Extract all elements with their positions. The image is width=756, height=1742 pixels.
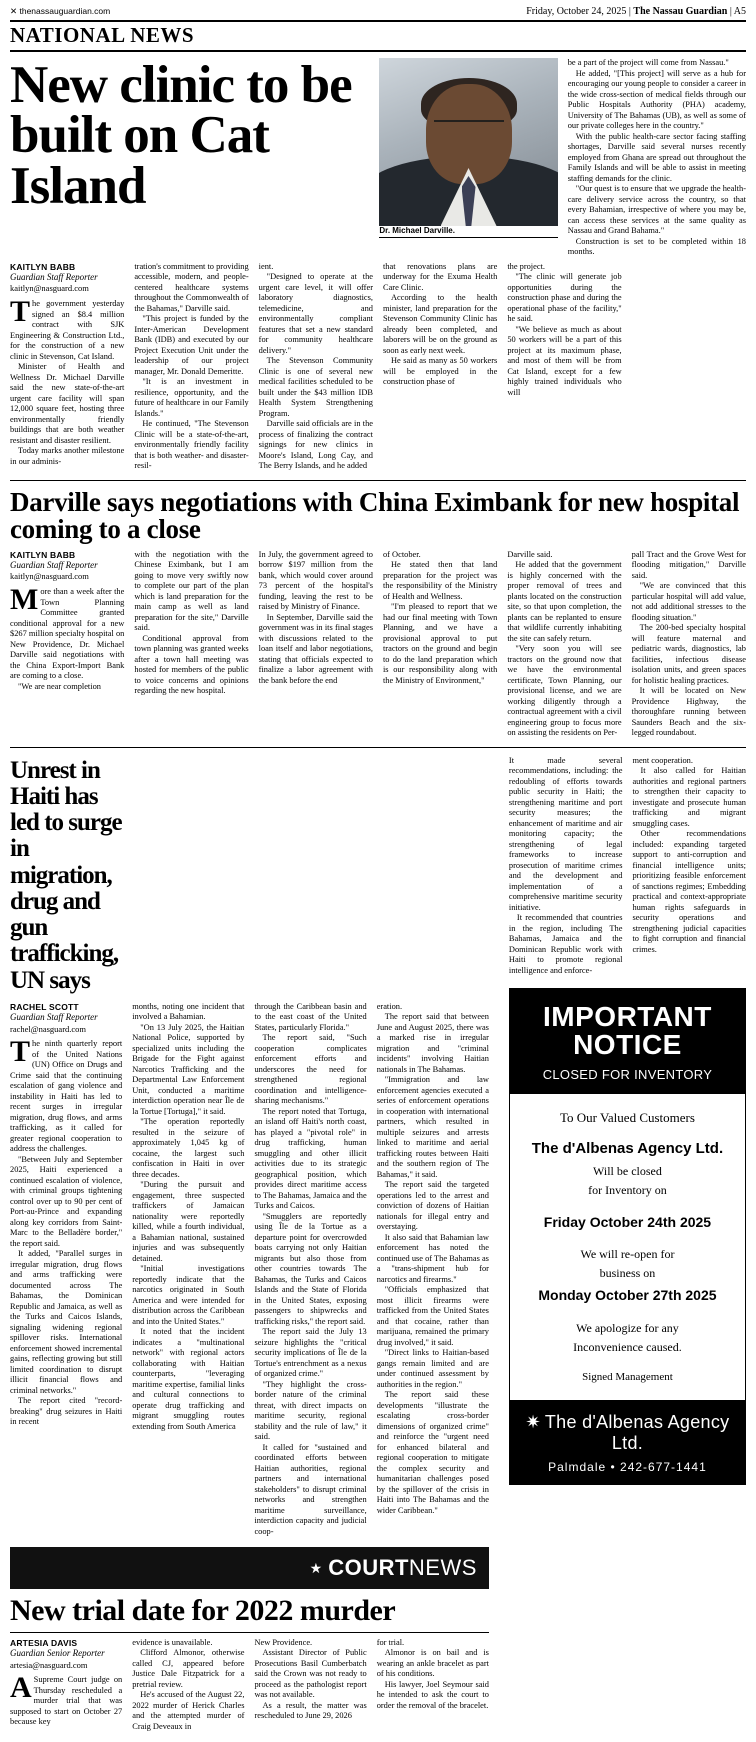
story2-column-5 (507, 550, 621, 739)
paragraph: evidence is unavailable. (132, 1637, 213, 1647)
byline-email: kaitlyn@nasguard.com (10, 283, 89, 294)
ad-signature: Signed Management (582, 1371, 673, 1384)
byline-email: artesia@nasguard.com (10, 1659, 88, 1670)
byline-role: Guardian Staff Reporter (10, 272, 98, 283)
byline (10, 550, 124, 583)
paragraph: pall Tract and the Grove West for flooding mitigation," Darville said. (631, 549, 746, 580)
paragraph: ient. (258, 261, 274, 271)
paragraph: It added, "Parallel surges in irregular migration, drug flows and arms trafficking were documented across The Bahamas, the Dominican Republic and Jamaica, as well as the Turks and Caicos Islands, signaling widening regional spillover risks. International enforcement showed incremental gains, reflecting growing but still limited coordination to disrupt illicit financial flows and criminal networks." (10, 1249, 123, 1395)
story-haiti-unrest (10, 756, 489, 1538)
paragraph: It called for "sustained and coordinated efforts between Haitian authorities, regional partners and international stakeholders" to disrupt criminal networks and strengthen maritime surveillance, interdiction capacity and judicial coop- (254, 1442, 367, 1536)
story3-and-ad-row (10, 756, 746, 1538)
paragraph: that renovations plans are underway for the Exuma Health Care Clinic. (382, 261, 498, 292)
dateline-date: Friday, October 24, 2025 | (526, 6, 631, 17)
byline-author: KAITLYN BABB (10, 549, 76, 560)
story-headline: New trial date for 2022 murder (10, 1594, 396, 1628)
story1-column-2 (134, 262, 248, 472)
paragraph: "We believe as much as about 50 workers will be a part of this project at its maximum phase, and most of them will be from Cat Island, except for a few highly trained individuals who will (507, 324, 622, 397)
section-title: NATIONAL NEWS (10, 20, 746, 52)
paragraph: The ninth quarterly report of the United Nations (UN) Office on Drugs and Crime said that the continuing escalation of gang violence and instability in Haiti has led to recent surges in irregular migration, drug flows, and arms trafficking, as it called for greater regional cooperation to address the challenges. (10, 1035, 123, 1154)
ad-logo-block (510, 1400, 745, 1484)
paragraph: Other recommendations included: expanding targeted support to anti-corruption and financial intelligence units; prioritizing feasible enforcement of sanctions regimes; Embedding practical and context-appropriate human rights safeguards in security operations and strengthening judicial capacities to fight corruption and financial crimes. (632, 829, 746, 954)
paragraph: ment cooperation. (632, 755, 693, 765)
story4-column-2 (132, 1638, 244, 1733)
paragraph: The report said these developments "illustrate the escalating cross-border dimensions of organized crime" and reinforce the "urgent need for enhanced bilateral and regional cooperation to mitigate the complex security and humanitarian challenges posed by the spillover of the crisis in Haiti into The Bahamas and the wider Caribbean." (376, 1390, 489, 1515)
paragraph: the project. (507, 261, 545, 271)
ad-notice-line1: IMPORTANT (543, 1001, 712, 1033)
ad-reopen-date: Monday October 27th 2025 (538, 1286, 717, 1303)
sunburst-icon: ✷ (525, 1412, 541, 1433)
paragraph: He added that the government is highly concerned with the proper removal of trees and plants located on the construction site, so that upon completion, the plants can be replanted to ensure that wildlife currently inhabiting the site can safely return. (507, 560, 622, 643)
star-icon: ★ (309, 1560, 323, 1577)
story-china-eximbank (10, 486, 746, 748)
court-news-banner (10, 1547, 489, 1589)
page-topbar (10, 6, 746, 20)
story2-column-6 (632, 550, 746, 739)
paragraph: He added, "[This project] will serve as a hub for encouraging our young people to consider a career in the wide cross-section of medical fields through our Public Hospitals Authority (PHA) academy, University of The Bahamas (UB), as well as some of our private colleges here in the country." (567, 68, 746, 130)
paragraph: With the public health-care sector facing staffing shortages, Darville said several nurses recently employed from Ghana are spread out throughout the Family Islands and will be able to assist in meeting staffing demands for the clinic. (567, 131, 746, 183)
paragraph: It will be located on New Providence Highway, the thoroughfare running between Saunders Beach and the six-legged roundabout. (631, 686, 746, 738)
page-title: New clinic to be built on Cat Island (10, 56, 352, 215)
story3-right-columns (509, 756, 746, 1538)
paragraph: He continued, "The Stevenson Clinic will be a state-of-the-art, environmentally friendly facility that is both weather- and disaster-resil- (134, 419, 249, 470)
paragraph: Today marks another milestone in our adminis- (10, 446, 125, 466)
byline-email: kaitlyn@nasguard.com (10, 571, 89, 582)
court-news-row (10, 1543, 746, 1732)
paper-name: The Nassau Guardian (633, 6, 728, 17)
paragraph: The report said, "Such cooperation complicates enforcement efforts and underscores the need for strengthened regional coordination and intelligence-sharing mechanisms." (254, 1033, 367, 1106)
paragraph: As a result, the matter was rescheduled to June 29, 2026 (254, 1700, 367, 1721)
story1-column-6-top (568, 58, 746, 258)
paragraph: "I'm pleased to report that we had our final meeting with Town Planning, and we have a provisional approval to put tractors on the ground and begin to do the land preparation which is our responsibility along with the Ministry of Environment," (382, 602, 498, 685)
paragraph: Darville said officials are in the process of finalizing the contract signings for new clinics in Moore's Island, Long Cay, and The Berry Islands, and he added (258, 419, 373, 470)
paragraph: "This project is funded by the Inter-American Development Bank (IDB) and executed by our Project Execution Unit under the leadership of our project manager, Mr. Donald Demeritte. (134, 314, 249, 376)
story4-column-4 (377, 1638, 489, 1733)
page-dateline (526, 6, 746, 17)
ad-line-9: Inconvenience caused. (573, 1339, 682, 1354)
paragraph: He said as many as 50 workers will be employed in the construction phase of (382, 356, 498, 386)
byline-email: rachel@nasguard.com (10, 1023, 87, 1034)
court-label-light: NEWS (408, 1555, 477, 1581)
story4-column-3 (254, 1638, 366, 1733)
photo-caption: Dr. Michael Darville. (379, 226, 557, 238)
paragraph: "Between July and September 2025, Haiti experienced a continued escalation of violence, with criminal groups tightening control over up to 90 per cent of Port-au-Prince and expanding along key corridors from Saint-Marc to the Belladère border," the report said. (10, 1154, 123, 1248)
paragraph: "Very soon you will see tractors on the ground now that we have the environmental certificate, Town Planning, our provisional license, and we are working diligently through a contractual agreement with a civil engineering group to focus more on assisting the residents on Per- (507, 644, 622, 738)
story3-column-3 (254, 1002, 366, 1538)
ad-notice-line2: NOTICE (573, 1029, 682, 1061)
paragraph: "They highlight the cross-border nature of the criminal threat, with direct impacts on maritime security, regional stability and the rule of law," it said. (254, 1379, 367, 1442)
advertisement-dalbenas (509, 988, 746, 1485)
paragraph: months, noting one incident that involved a Bahamian. (132, 1001, 245, 1022)
paragraph: The Stevenson Community Clinic is one of several new medical facilities scheduled to be built under the $43 million IDB Health System Strengthening Program. (258, 356, 373, 418)
paragraph: Darville said. (507, 549, 553, 559)
paragraph: Almonor is on bail and is wearing an ankle bracelet as part of his conditions. (376, 1648, 489, 1679)
paragraph: Clifford Almonor, otherwise called CJ, appeared before Justice Dale Fitzpatrick for a pretrial review. (132, 1648, 245, 1689)
paragraph: "The clinic will generate job opportunities during the construction phase and during the operational phase of the facility," he said. (507, 272, 622, 323)
byline-author: RACHEL SCOTT (10, 1001, 79, 1012)
paragraph: The report said that between June and August 2025, there was a marked rise in irregular migration and "criminal incidents" involving Haitian nationals in The Bahamas. (376, 1012, 489, 1074)
story4-column-1 (10, 1638, 122, 1733)
paragraph: ASupreme Court judge on Thursday rescheduled a murder trial that was supposed to start on October 27 because key (10, 1671, 123, 1727)
ad-body (510, 1094, 745, 1400)
paragraph: It also said that Bahamian law enforcement has noted the continued use of The Bahamas as a "trans-shipment hub for narcotics and firearms." (376, 1232, 489, 1284)
story-headline: Unrest in Haiti has led to surge in migration, drug and gun trafficking, UN says (10, 756, 122, 994)
paragraph: His lawyer, Joel Seymour said he intended to ask the court to order the removal of the bracelet. (376, 1679, 489, 1710)
paragraph: The 200-bed specialty hospital will feature maternal and pediatric wards, diagnostics, lab facilities, infectious disease isolation units, and green spaces for holistic healing practices. (631, 623, 746, 685)
paragraph: He stated then that land preparation for the project was the responsibility of the Ministry of Health and Wellness. (382, 560, 498, 601)
ad-line-3: Will be closed (593, 1164, 662, 1179)
page-number: | A5 (729, 6, 746, 17)
byline-role: Guardian Staff Reporter (10, 1012, 98, 1023)
paragraph: "Initial investigations reportedly indicate that the narcotics originated in South America and were intended for distribution across the Caribbean and into the United States." (132, 1264, 245, 1326)
story3-column-2 (132, 1002, 244, 1538)
story3-column-5 (509, 756, 623, 977)
paragraph: It made several recommendations, including: the redoubling of efforts towards public security in Haiti; the strengthening maritime and port security measures; the enhancement of maritime and air monitoring capacity; the strengthening of legal frameworks to increase prosecution of maritime crimes and the development and implementation of a comprehensive maritime security initiative. (508, 755, 623, 912)
paragraph: "Officials emphasized that most illicit firearms were trafficked from the United States and that cocaine, rather than marijuana, remained the primary drug involved," it said. (376, 1285, 489, 1347)
paragraph: The government yesterday signed an $8.4 million contract with SJK Engineering & Construction Ltd., for the construction of a new clinic in Stevenson, Cat Island. (10, 295, 125, 361)
byline (10, 1002, 122, 1035)
paragraph: tration's commitment to providing accessible, modern, and people-centered healthcare systems throughout the Commonwealth of the Bahamas," Darville said. (134, 261, 249, 313)
paragraph: Minister of Health and Wellness Dr. Michael Darville said the new state-of-the-art urgent care facility will span 12,000 square feet, hosting three environmentally friendly buildings that are both weather resistant and disaster resilient. (10, 362, 125, 445)
story3-column-4 (377, 1002, 489, 1538)
ad-line-1: To Our Valued Customers (559, 1110, 695, 1126)
paragraph: through the Caribbean basin and to the east coast of the United States, particularly Florida." (254, 1001, 367, 1032)
paragraph: It noted that the incident indicates a "multinational network" with regional actors collaborating with Haitian counterparts, "leveraging maritime expertise, familial links and cultural connections to operate drug trafficking and migrant smuggling routes extending from South America (132, 1327, 245, 1431)
paragraph: Assistant Director of Public Prosecutions Basil Cumberbatch said the Crown was not ready to proceed as the pathologist report was not available. (254, 1648, 367, 1700)
paragraph: It also called for Haitian authorities and regional partners to strengthen their capacity to investigate and prosecute human trafficking and migrant smuggling cases. (632, 766, 746, 828)
ad-company-name: The d'Albenas Agency Ltd. (531, 1140, 724, 1158)
paragraph: with the negotiation with the Chinese Eximbank, but I am going to move very swiftly now to complete our part of the plan which is land preparation for the main camp as well as land preparation for the site," Darville said. (134, 549, 249, 633)
ad-closed-date: Friday October 24th 2025 (543, 1213, 712, 1230)
story3-column-6 (632, 756, 746, 977)
story-new-clinic (10, 58, 746, 481)
paragraph: The report said the targeted operations led to the arrest and conviction of dozens of Haitian nationals for illegal entry and overstaying. (376, 1180, 489, 1232)
paragraph: "On 13 July 2025, the Haitian National Police, supported by specialized units including the Brigade for the Fight against Narcotics Trafficking and the Departmental Law Enforcement Unit, conducted a maritime interdiction operation near Île de la Tortue [Tortuga]," it said. (132, 1022, 245, 1116)
paragraph: "We are convinced that this particular hospital will add value, not add additional stresses to the flooding situation." (631, 581, 746, 622)
paragraph: "Direct links to Haitian-based gangs remain limited and are under continued assessment by authorities in the region." (376, 1348, 489, 1389)
paragraph: of October. (382, 549, 421, 559)
paragraph: Construction is set to be completed within 18 months. (567, 236, 746, 256)
ad-logo-phone: Palmdale • 242-677-1441 (548, 1460, 707, 1475)
story2-column-3 (259, 550, 373, 739)
ad-notice-header (510, 989, 745, 1094)
story1-column-5 (507, 262, 621, 472)
ad-logo-name: The d'Albenas Agency Ltd. (544, 1412, 730, 1454)
paragraph: eration. (376, 1001, 403, 1011)
byline (10, 262, 124, 295)
ad-line-8: We apologize for any (576, 1321, 679, 1336)
story2-column-2 (134, 550, 248, 739)
paragraph: be a part of the project will come from Nassau." (567, 58, 729, 67)
paragraph: for trial. (376, 1637, 405, 1647)
byline-role: Guardian Senior Reporter (10, 1648, 105, 1659)
paragraph: The report cited "record-breaking" drug seizures in Haiti in recent (10, 1396, 123, 1427)
paragraph: Conditional approval from town planning was granted weeks after a town hall meeting was hosted for members of the public to voice concerns and opinions regarding the new hospital. (134, 633, 249, 696)
paragraph: "Designed to operate at the urgent care level, it will offer laboratory diagnostics, telemedicine, and environmentally compliant features that set a new standard for community healthcare delivery." (258, 272, 373, 355)
paragraph: "Our quest is to ensure that we upgrade the health-care delivery service across the country, so that every Bahamian, irrespective of where you may be, can access these services at the same quality as Nassau and Grand Bahama." (567, 184, 746, 235)
byline-author: KAITLYN BABB (10, 261, 76, 272)
story1-column-3 (259, 262, 373, 472)
court-news-block (10, 1543, 489, 1732)
paragraph: The report said the July 13 seizure highlights the "critical security implications of Île de la Tortue's entrenchment as a nexus of organized crime." (254, 1327, 367, 1379)
ad-line-6: We will re-open for (580, 1247, 675, 1262)
paragraph: It recommended that countries in the region, including The Bahamas, Jamaica and the Dominican Republic work with Haiti to promote regional intelligence and enforce- (508, 913, 623, 975)
court-label-bold: COURT (328, 1555, 409, 1581)
story1-column-6-spacer (632, 262, 746, 472)
byline-role: Guardian Staff Reporter (10, 560, 98, 571)
paragraph: "Smugglers are reportedly using Île de la Tortue as a departure point for overcrowded boats carrying not only Haitian migrants but also those from other countries towards The Bahamas, the Turks and Caicos Islands and the State of Florida in the United States, exposing passengers to shipwrecks and trafficking risks," the report said. (254, 1211, 367, 1326)
paragraph: "During the pursuit and engagement, three suspected traffickers of Jamaican nationality were reportedly killed, while a fourth individual, a Bahamian national, sustained injuries and was subsequently detained. (132, 1180, 245, 1263)
paragraph: "It is an investment in resilience, opportunity, and the future of healthcare in our Family Islands." (134, 377, 249, 418)
story3-column-1 (10, 1002, 122, 1538)
story2-column-1 (10, 550, 124, 739)
paragraph: The report noted that Tortuga, an island off Haiti's north coast, has played a "pivotal role" in drug trafficking, human smuggling and other illicit activities due to its strategic geographical position, which provides direct maritime access to The Bahamas, Jamaica and the Turks and Caicos. (254, 1106, 367, 1211)
story-photo-block (379, 58, 557, 255)
paragraph: More than a week after the Town Planning Committee granted conditional approval for a new $267 million specialty hospital on New Providence, Dr. Michael Darville said negotiations with the China Export-Import Bank are coming to a close. (10, 583, 125, 681)
story1-column-4 (383, 262, 497, 472)
paragraph: "We are near completion (18, 681, 101, 691)
paragraph: New Providence. (254, 1637, 313, 1647)
story1-column-1 (10, 262, 124, 472)
paragraph: In July, the government agreed to borrow $197 million from the bank, which would cover around 73 percent of the hospital's funding, leaving the rest to be raised by Ministry of Finance. (258, 549, 373, 612)
paragraph: He's accused of the August 22, 2022 murder of Herick Charles and the attempted murder of Craig Deveaux in (132, 1690, 245, 1731)
byline-author: ARTESIA DAVIS (10, 1637, 78, 1648)
ad-logo-row (516, 1412, 739, 1454)
photo-michael-darville (379, 58, 557, 226)
byline (10, 1638, 122, 1671)
paragraph: "Immigration and law enforcement agencies executed a series of enforcement operations in cooperation with international partners, which resulted in multiple seizures and arrests linked to maritime and aerial trafficking routes between Haiti and the southern region of The Bahamas," it said. (376, 1075, 489, 1179)
paragraph: In September, Darville said the government was in its final stages with discussions related to the loan itself and labor negotiations, stating that officials expected to finalize a labor agreement with the bank before the end (258, 612, 373, 685)
ad-line-4: for Inventory on (588, 1183, 667, 1198)
website-url: ✕ thenassauguardian.com (10, 6, 111, 16)
ad-line-7a: business on (599, 1265, 656, 1280)
story2-column-4 (383, 550, 497, 739)
paragraph: According to the health minister, land preparation for the Stevenson Community Clinic has already been completed, and laborers will be on the ground as soon as early next week. (382, 293, 498, 355)
court-news-right-spacer (509, 1543, 746, 1732)
ad-notice-subtitle: CLOSED FOR INVENTORY (542, 1067, 713, 1083)
story-headline: Darville says negotiations with China Eximbank for new hospital coming to a close (10, 486, 740, 545)
paragraph: "The operation reportedly resulted in the seizure of approximately 1,045 kg of cocaine, the largest such confiscation in Haiti in over three decades. (132, 1117, 245, 1179)
